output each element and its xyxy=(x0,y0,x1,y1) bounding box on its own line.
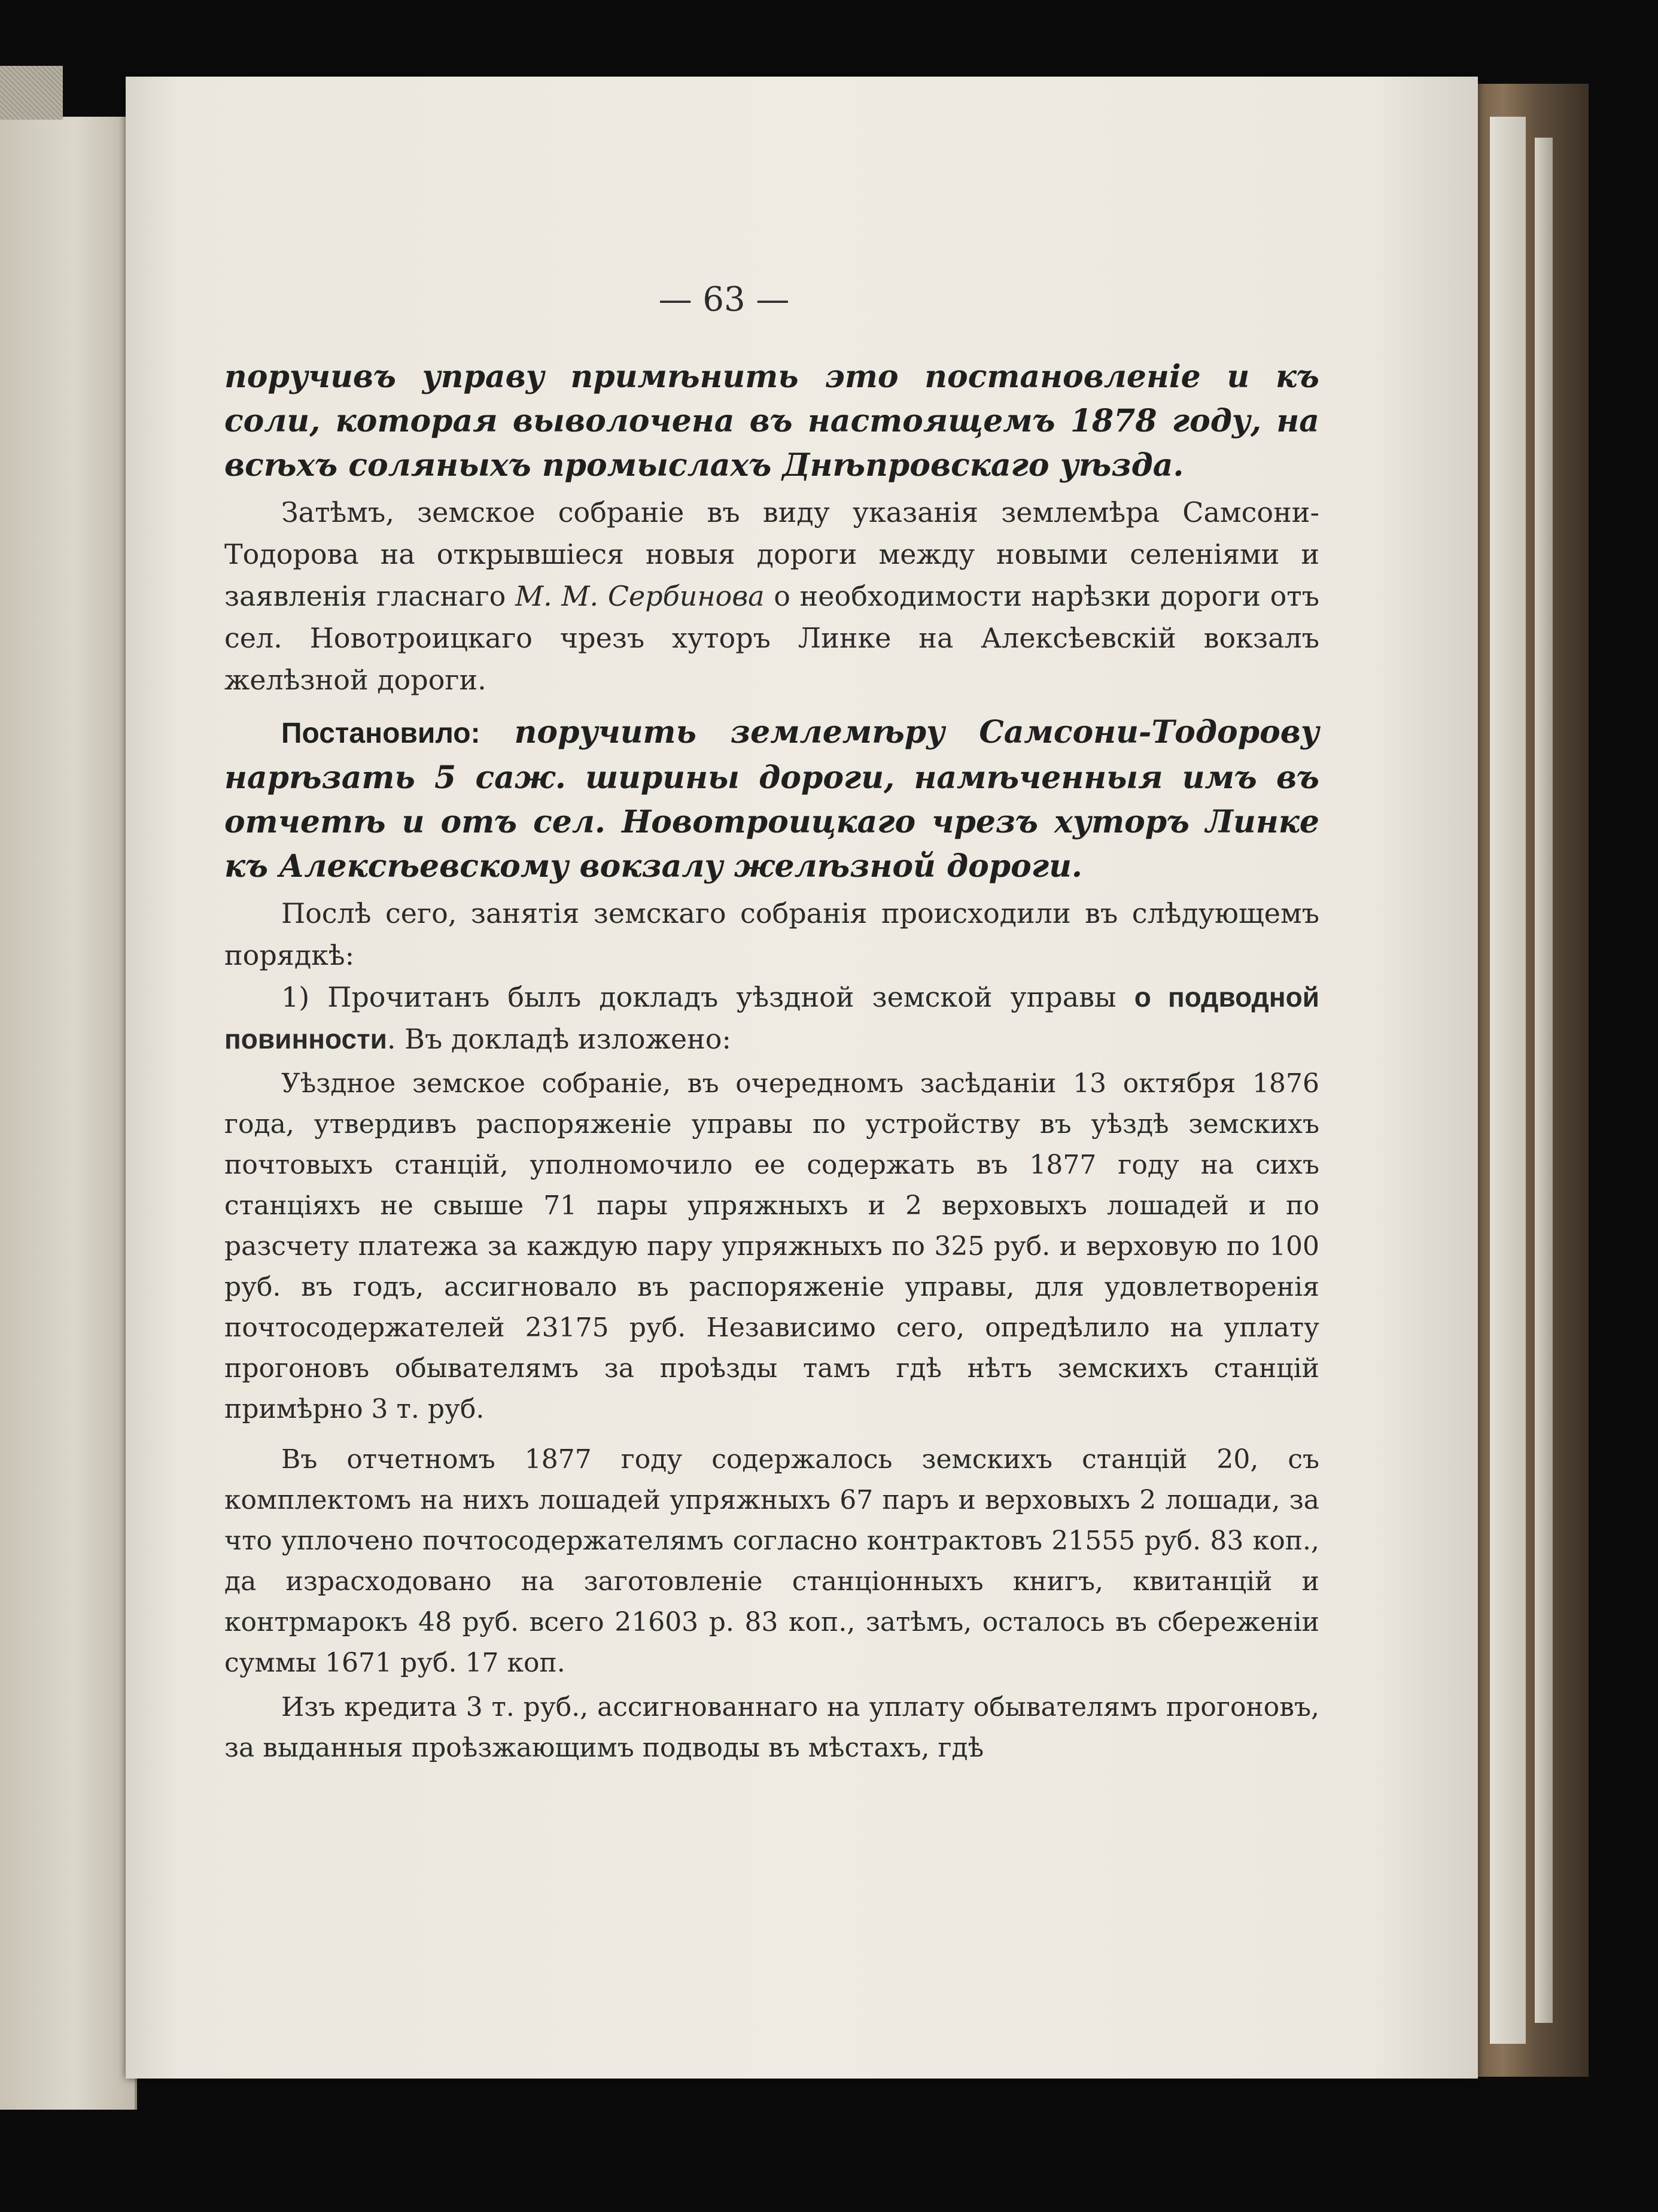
paragraph xyxy=(224,491,1319,701)
page-number: — 63 — xyxy=(658,280,790,319)
resolution-text: поручить землемѣру Самсони-Тодорову нарѣзать 5 саж. ширины дороги, намѣченныя имъ въ отчетѣ и отъ сел. Новотроицкаго чрезъ хуторъ Линке къ Алексѣевскому вокзалу желѣзной дороги. xyxy=(224,714,1319,885)
report-subject: о подводной повинности xyxy=(224,982,1319,1055)
binding-cloth xyxy=(0,66,63,120)
paragraph: Уѣздное земское собраніе, въ очередномъ засѣданіи 13 октября 1876 года, утвердивъ распоряженіе управы по устройству въ уѣздѣ земскихъ почтовыхъ станцій, уполномочило ее содержать въ 1877 году на сихъ станціяхъ не свыше 71 пары упряжныхъ и 2 верховыхъ лошадей и по разсчету платежа за каждую пару упряжныхъ по 325 руб. и верховую по 100 руб. въ годъ, ассигновало въ распоряженіе управы, для удовлетворенія почтосодержателей 23175 руб. Независимо сего, опредѣлило на уплату прогоновъ обывателямъ за проѣзды тамъ гдѣ нѣтъ земскихъ станцій примѣрно 3 т. руб. xyxy=(224,1068,1319,1424)
paragraph: Послѣ сего, занятія земскаго собранія происходили въ слѣдующемъ порядкѣ: xyxy=(224,897,1319,971)
book-cover-edge xyxy=(1466,84,1589,2077)
page-stack-edge xyxy=(1490,117,1526,2044)
paragraph: Въ отчетномъ 1877 году содержалось земскихъ станцій 20, съ комплектомъ на нихъ лошадей упряжныхъ 67 паръ и верховыхъ 2 лошади, за что уплочено почтосодержателямъ согласно контрактовъ 21555 руб. 83 коп., да израсходовано на заготовленіе станціонныхъ книгъ, квитанцій и контрмарокъ 48 руб. всего 21603 р. 83 коп., затѣмъ, осталось въ сбереженіи суммы 1671 руб. 17 коп. xyxy=(224,1444,1319,1678)
paragraph-text: о необходимости нарѣзки дороги отъ сел. Новотроицкаго чрезъ хуторъ Линке на Алексѣевскій вокзалъ желѣзной дороги. xyxy=(224,580,1319,696)
book-page xyxy=(126,77,1478,2079)
resolution-label: Постановило: xyxy=(281,718,480,749)
paragraph-text: . Въ докладѣ изложено: xyxy=(387,1023,731,1055)
resolution-paragraph xyxy=(224,710,1319,889)
previous-page-edge xyxy=(0,117,137,2110)
page-stack-edge-inner xyxy=(1535,138,1553,2023)
page-text xyxy=(224,355,1319,1769)
paragraph xyxy=(224,976,1319,1060)
paragraph-text: Затѣмъ, земское собраніе въ виду указанія землемѣра Самсони-Тодорова на открывшіеся новыя дороги между новыми селеніями и заявленія гласнаго xyxy=(224,496,1319,612)
person-name: М. М. Сербинова xyxy=(515,580,765,612)
resolution-continuation: поручивъ управу примѣнить это постановленіе и къ соли, которая выволочена въ настоящемъ 1878 году, на всѣхъ соляныхъ промыслахъ Днѣпровскаго уѣзда. xyxy=(224,358,1319,484)
paragraph-text: 1) Прочитанъ былъ докладъ уѣздной земской управы xyxy=(281,981,1134,1013)
paragraph: Изъ кредита 3 т. руб., ассигнованнаго на уплату обывателямъ прогоновъ, за выданныя проѣзжающимъ подводы въ мѣстахъ, гдѣ xyxy=(224,1692,1319,1763)
